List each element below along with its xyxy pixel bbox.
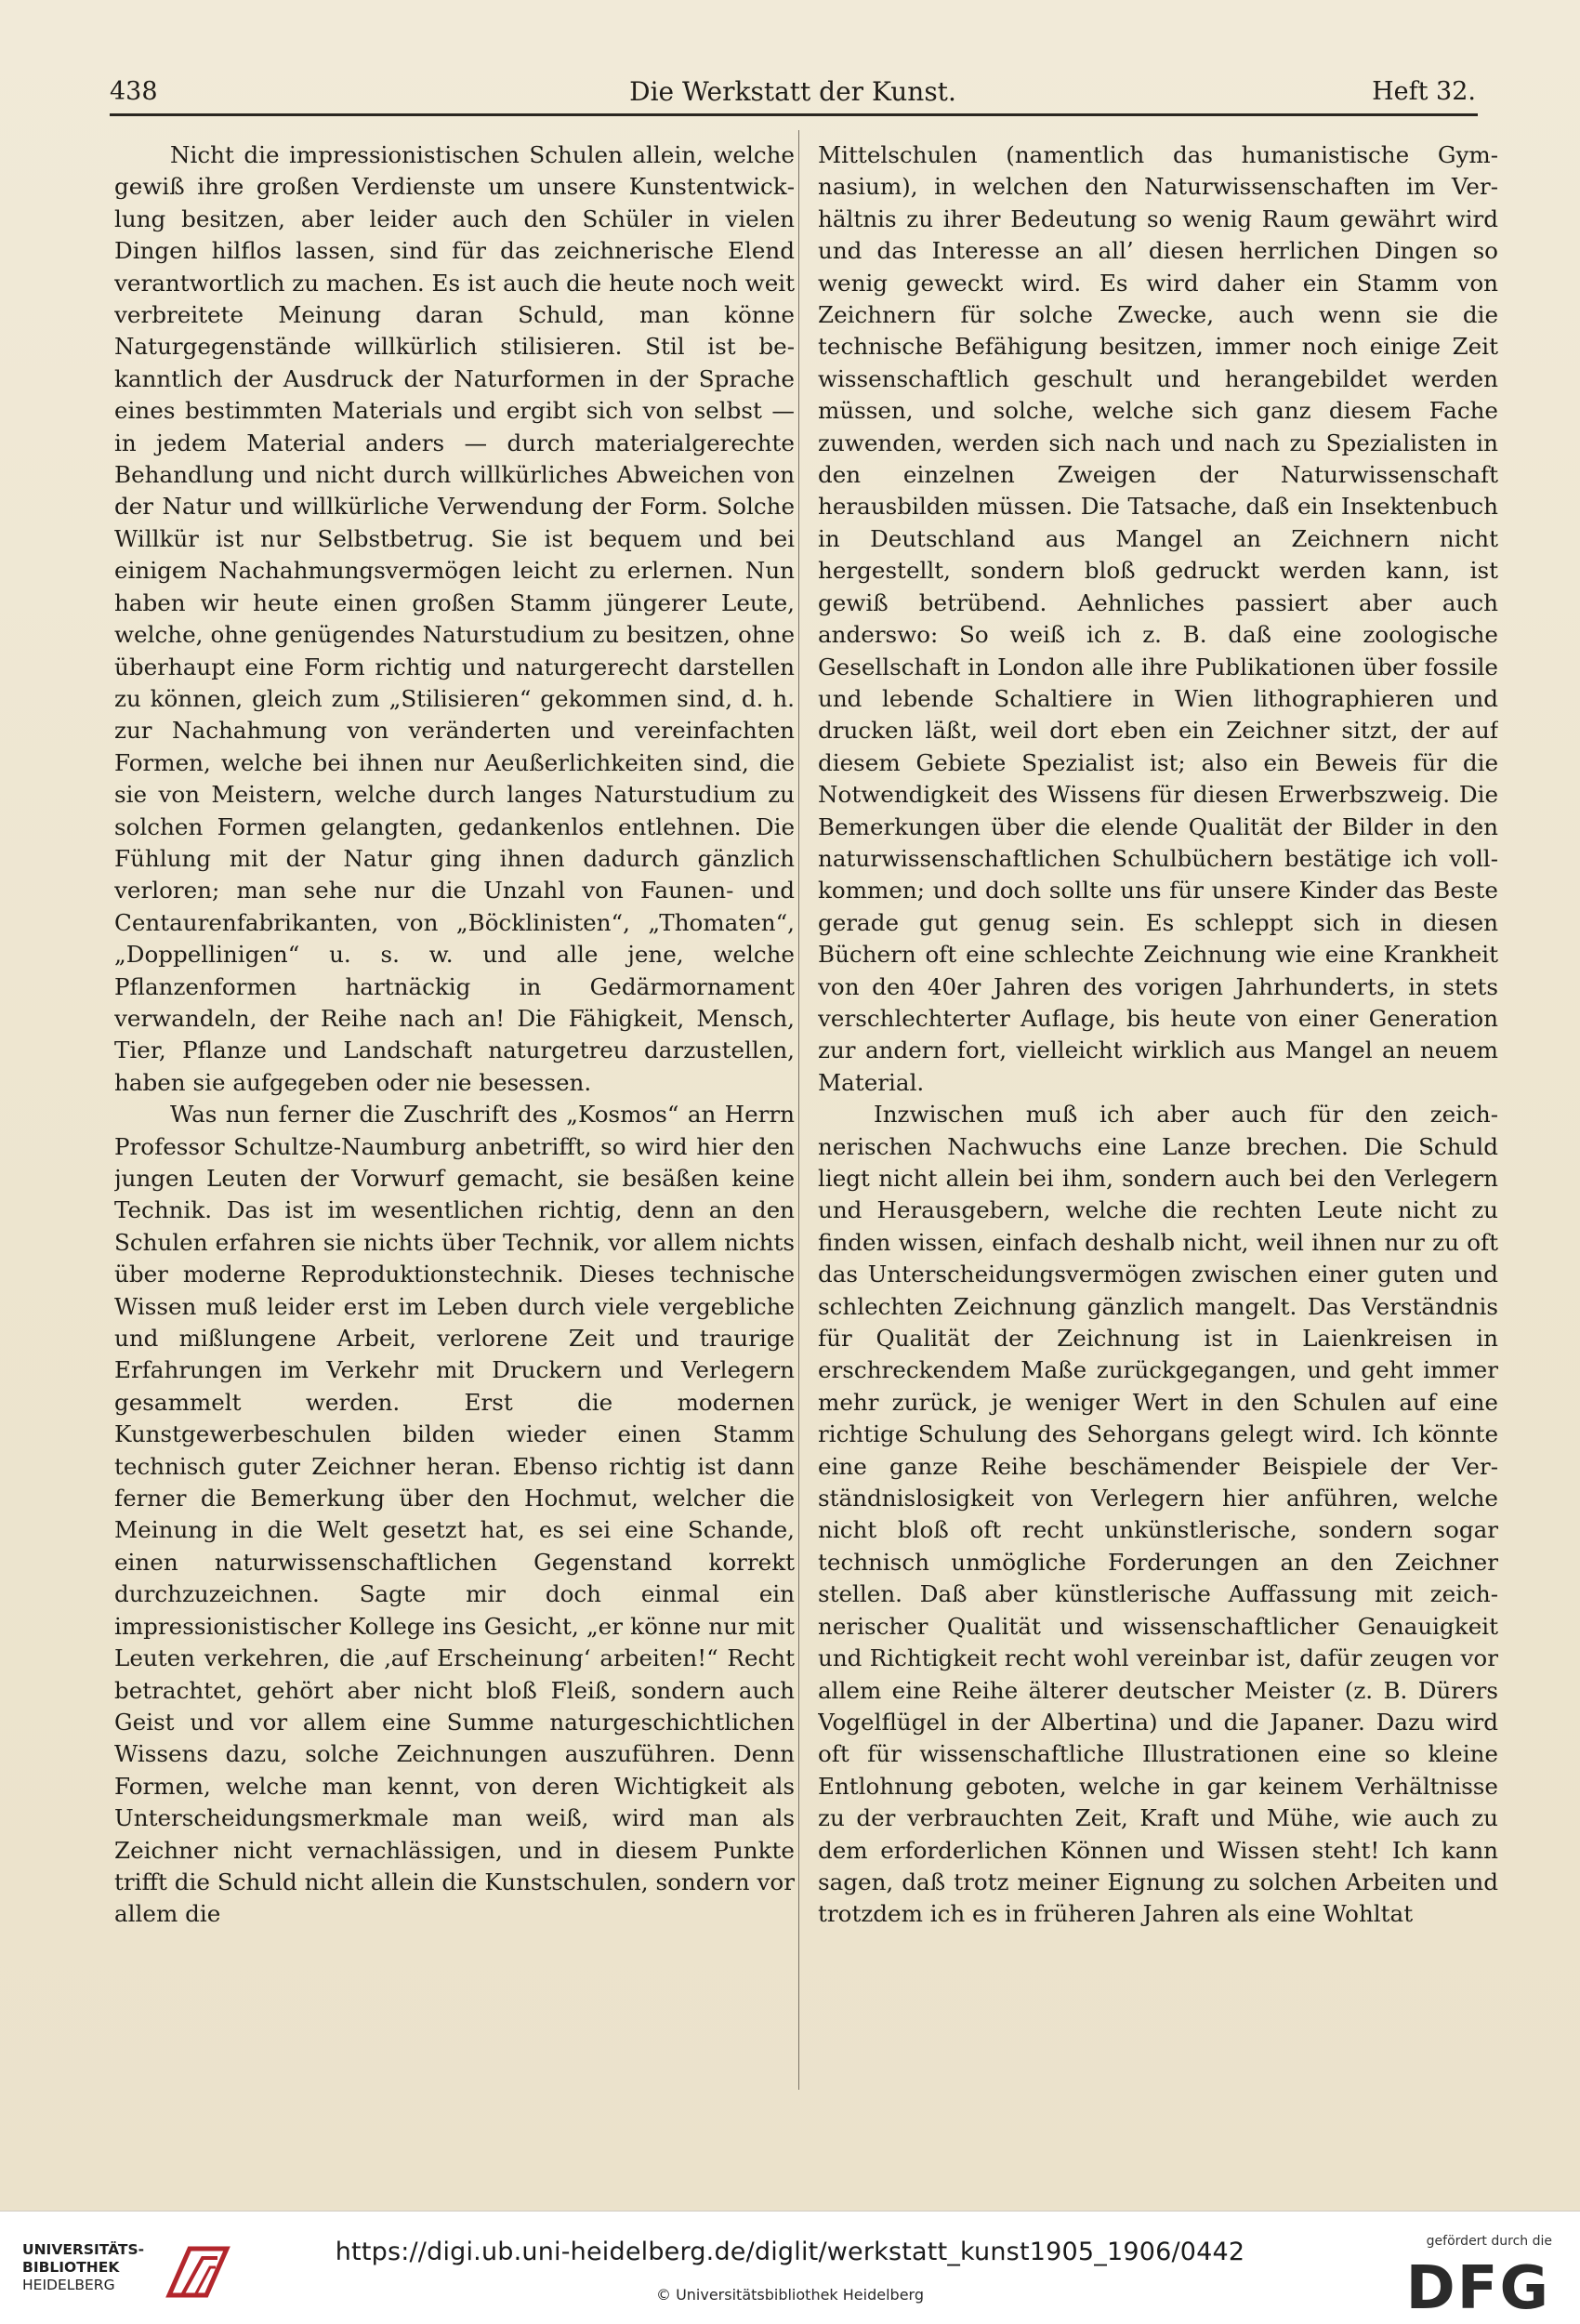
paragraph: Mittelschulen (namentlich das humanistische Gymnasium), in welchen den Naturwissenschaften im Verhältnis zu ihrer Bedeutung so wenig Raum gewährt wird und das Interesse an all’ diesen herrlichen Dingen so wenig geweckt wird. Es wird daher ein Stamm von Zeichnern für solche Zwecke, auch wenn sie die technische Befähigung besitzen, immer noch einige Zeit wissenschaftlich geschult und herangebildet werden müssen, und solche, welche sich ganz diesem Fache zuwenden, werden sich nach und nach zu Spezialisten in den einzelnen Zweigen der Naturwissenschaft herausbilden müssen. Die Tatsache, daß ein Insektenbuch in Deutschland aus Mangel an Zeichnern nicht hergestellt, sondern bloß gedruckt werden kann, ist gewiß betrübend. Aehnliches passiert aber auch anderswo: So weiß ich z. B. daß eine zoologische Gesellschaft in London alle ihre Publikationen über fossile und lebende Schaltiere in Wien lithographieren und drucken läßt, weil dort eben ein Zeichner sitzt, der auf diesem Gebiete Spezialist ist; also ein Beweis für die Notwendigkeit des Wissens für diesen Erwerbszweig. Die Bemerkungen über die elende Qualität der Bilder in den naturwissenschaftlichen Schulbüchern bestätige ich vollkommen; und doch sollte uns für unsere Kinder das Beste gerade gut genug sein. Es schleppt sich in diesen Büchern oft eine schlechte Zeichnung wie eine Krankheit von den 40er Jahren des vorigen Jahrhunderts, in stets verschlechterter Auflage, bis heute von einer Generation zur andern fort, vielleicht wirklich aus Mangel an neuem Material. [818,141,1498,1096]
running-header [110,71,1476,113]
library-name-line: BIBLIOTHEK [22,2259,120,2276]
dfg-logo-icon [1394,2256,1552,2314]
library-name-line: UNIVERSITÄTS- [22,2241,145,2258]
paragraph: Nicht die impressionistischen Schulen allein, welche gewiß ihre großen Verdienste um unsere Kunstentwicklung besitzen, aber leider auch den Schüler in vielen Dingen hilflos lassen, sind für das zeichnerische Elend verantwortlich zu machen. Es ist auch die heute noch weit verbreitete Meinung daran Schuld, man könne Naturgegenstände willkürlich stilisieren. Stil ist bekanntlich der Ausdruck der Naturformen in der Sprache eines bestimmten Materials und ergibt sich von selbst — in jedem Material anders — durch materialgerechte Behandlung und nicht durch willkürliches Abweichen von der Natur und willkürliche Verwendung der Form. Solche Willkür ist nur Selbstbetrug. Sie ist bequem und bei einigem Nachahmungsvermögen leicht zu erlernen. Nun haben wir heute einen großen Stamm jüngerer Leute, welche, ohne genügendes Naturstudium zu besitzen, ohne überhaupt eine Form richtig und naturgerecht darstellen zu können, gleich zum „Stilisieren“ gekommen sind, d. h. zur Nachahmung von veränderten und vereinfachten Formen, welche bei ihnen nur Aeußerlichkeiten sind, die sie von Meistern, welche durch langes Naturstudium zu solchen Formen gelangten, gedankenlos entlehnen. Die Fühlung mit der Natur ging ihnen dadurch gänzlich verloren; man sehe nur die Unzahl von Faunen- und Centaurenfabrikanten, von „Böcklinisten“, „Thomaten“, „Doppellinigen“ u. s. w. und alle jene, welche Pflanzenformen hartnäckig in Gedärmornament verwandeln, der Reihe nach an! Die Fähigkeit, Mensch, Tier, Pflanze und Landschaft naturgetreu darzustellen, haben sie aufgegeben oder nie besessen. [114,141,795,1096]
library-name-line: HEIDELBERG [22,2277,115,2293]
column-divider [798,130,799,2090]
permalink-url[interactable]: https://digi.ub.uni-heidelberg.de/diglit/werkstatt_kunst1905_1906/0442 [335,2238,1245,2266]
paragraph: Inzwischen muß ich aber auch für den zeichnerischen Nachwuchs eine Lanze brechen. Die Schuld liegt nicht allein bei ihm, sondern auch bei den Verlegern und Herausgebern, welche die rechten Leute nicht zu finden wissen, einfach deshalb nicht, weil ihnen nur zu oft das Unterscheidungsvermögen zwischen einer guten und schlechten Zeichnung gänzlich mangelt. Das Verständnis für Qualität der Zeichnung ist in Laienkreisen in erschreckendem Maße zurückgegangen, und geht immer mehr zurück, je weniger Wert in den Schulen auf eine richtige Schulung des Sehorgans gelegt wird. Ich könnte eine ganze Reihe beschämender Beispiele der Verständnislosigkeit von Verlegern hier anführen, welche nicht bloß oft recht unkünstlerische, sondern sogar technisch unmögliche Forderungen an den Zeichner stellen. Daß aber künstlerische Auffassung mit zeichnerischer Qualität und wissenschaftlicher Genauigkeit und Richtigkeit recht wohl vereinbar ist, dafür zeugen vor allem eine Reihe älterer deutscher Meister (z. B. Dürers Vogelflügel in der Albertina) und die Japaner. Dazu wird oft für wissenschaftliche Illustrationen eine so kleine Entlohnung geboten, welche in gar keinem Verhältnisse zu der verbrauchten Zeit, Kraft und Mühe, wie auch zu dem erforderlichen Können und Wissen steht! Ich kann sagen, daß trotz meiner Eignung zu solchen Arbeiten und trotzdem ich es in früheren Jahren als eine Wohltat [818,1101,1498,1928]
copyright-notice: © Universitätsbibliothek Heidelberg [655,2286,924,2304]
viewer-footer [0,2211,1580,2324]
issue-number: Heft 32. [1372,77,1476,106]
funding-caption: gefördert durch die [1426,2234,1552,2249]
journal-title: Die Werkstatt der Kunst. [629,76,956,107]
dfg-wordmark: DFG [1405,2256,1550,2314]
text-column-right [818,139,1498,2090]
text-column-left [114,139,795,2090]
paragraph: Was nun ferner die Zuschrift des „Kosmos“ an Herrn Professor Schultze-Naumburg anbetrifft, so wird hier den jungen Leuten der Vorwurf gemacht, sie besäßen keine Technik. Das ist im wesentlichen richtig, denn an den Schulen erfahren sie nichts über Technik, vor allem nichts über moderne Reproduktionstechnik. Dieses technische Wissen muß leider erst im Leben durch viele vergebliche und mißlungene Arbeit, verlorene Zeit und traurige Erfahrungen im Verkehr mit Druckern und Verlegern gesammelt werden. Erst die modernen Kunstgewerbeschulen bilden wieder einen Stamm technisch guter Zeichner heran. Ebenso richtig ist dann ferner die Bemerkung über den Hochmut, welcher die Meinung in die Welt gesetzt hat, es sei eine Schande, einen naturwissenschaftlichen Gegenstand korrekt durchzuzeichnen. Sagte mir doch einmal ein impressionistischer Kollege ins Gesicht, „er könne nur mit Leuten verkehren, die ‚auf Erscheinung‘ arbeiten!“ Recht betrachtet, gehört aber nicht bloß Fleiß, sondern auch Geist und vor allem eine Summe naturgeschichtlichen Wissens dazu, solche Zeichnungen auszuführen. Denn Formen, welche man kennt, von deren Wichtigkeit als Unterscheidungsmerkmale man weiß, wird man als Zeichner nicht vernachlässigen, und in diesem Punkte trifft die Schuld nicht allein die Kunstschulen, sondern vor allem die [114,1101,795,1928]
header-rule [110,113,1478,116]
page-number: 438 [110,77,158,106]
funding-logo[interactable] [1376,2234,1552,2317]
